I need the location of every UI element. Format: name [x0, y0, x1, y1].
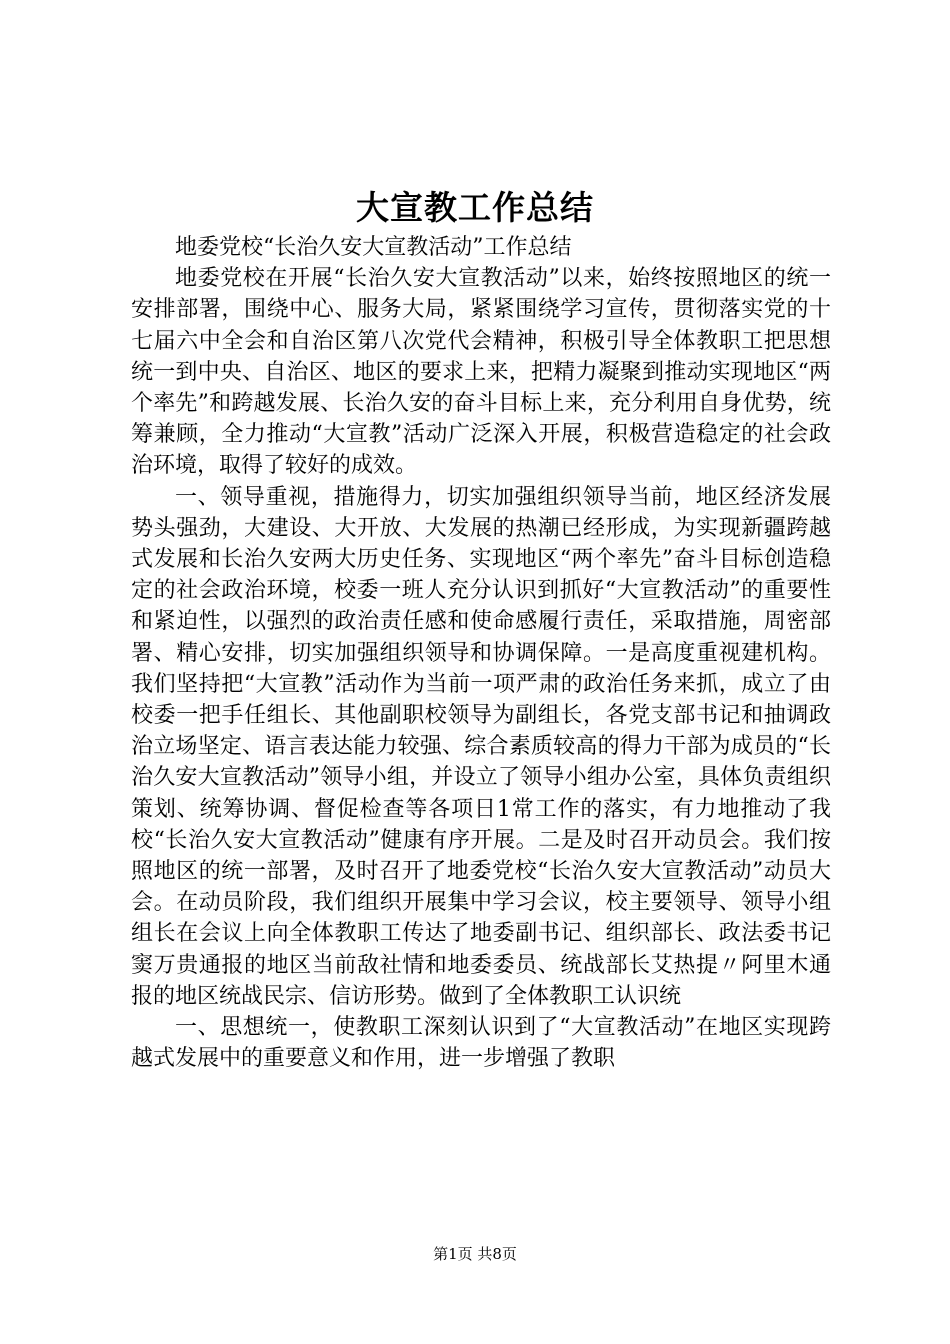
page-number-footer: 第1页 共8页	[433, 1245, 517, 1263]
document-title: 大宣教工作总结	[356, 188, 594, 227]
document-body	[131, 232, 831, 1074]
paragraph-section-one-continued: 一、思想统一，使教职工深刻认识到了“大宣教活动”在地区实现跨越式发展中的重要意义和作用，进一步增强了教职	[131, 1015, 831, 1072]
paragraph-intro: 地委党校在开展“长治久安大宣教活动”以来，始终按照地区的统一安排部署，围绕中心、服务大局，紧紧围绕学习宣传，贯彻落实党的十七届六中全会和自治区第八次党代会精神，积极引导全体教职工把思想统一到中央、自治区、地区的要求上来，把精力凝聚到推动实现地区“两个率先”和跨越发展、长治久安的奋斗目标上来，充分利用自身优势，统筹兼顾，全力推动“大宣教”活动广泛深入开展，积极营造稳定的社会政治环境，取得了较好的成效。	[131, 266, 831, 479]
paragraph-subtitle: 地委党校“长治久安大宣教活动”工作总结	[175, 235, 572, 260]
paragraph-section-one: 一、领导重视，措施得力，切实加强组织领导当前，地区经济发展势头强劲，大建设、大开放、大发展的热潮已经形成，为实现新疆跨越式发展和长治久安两大历史任务、实现地区“两个率先”奋斗目标创造稳定的社会政治环境，校委一班人充分认识到抓好“大宣教活动”的重要性和紧迫性，以强烈的政治责任感和使命感履行责任，采取措施，周密部署、精心安排，切实加强组织领导和协调保障。一是高度重视建机构。我们坚持把“大宣教”活动作为当前一项严肃的政治任务来抓，成立了由校委一把手任组长、其他副职校领导为副组长，各党支部书记和抽调政治立场坚定、语言表达能力较强、综合素质较高的得力干部为成员的“长治久安大宣教活动”领导小组，并设立了领导小组办公室，具体负责组织策划、统筹协调、督促检查等各项日1常工作的落实，有力地推动了我校“长治久安大宣教活动”健康有序开展。二是及时召开动员会。我们按照地区的统一部署，及时召开了地委党校“长治久安大宣教活动”动员大会。在动员阶段，我们组织开展集中学习会议，校主要领导、领导小组组长在会议上向全体教职工传达了地委副书记、组织部长、政法委书记窦万贵通报的地区当前敌社情和地委委员、统战部长艾热提〃阿里木通报的地区统战民宗、信访形势。做到了全体教职工认识统	[131, 484, 831, 1009]
